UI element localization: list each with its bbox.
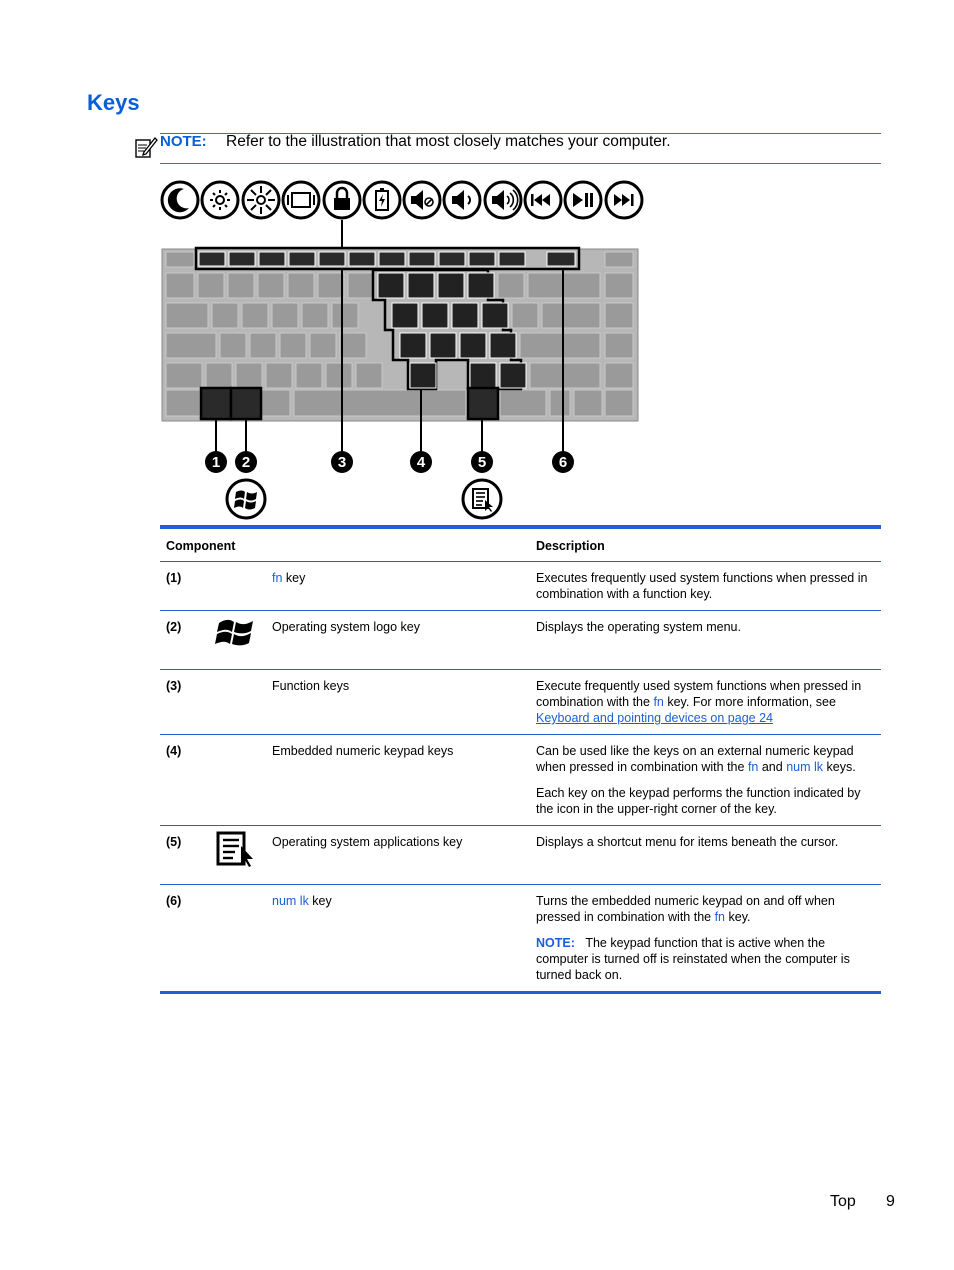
table-row (160, 735, 881, 826)
brightness-up-icon (243, 182, 279, 218)
callout-3 (331, 451, 353, 473)
fn-keyword: fn (272, 571, 283, 585)
applications-key-icon (215, 830, 255, 872)
row-number: (3) (160, 670, 266, 735)
svg-text:4: 4 (416, 454, 426, 471)
description-text: keys. (823, 760, 856, 774)
volume-up-icon (485, 182, 521, 218)
table-row (160, 562, 881, 611)
mute-icon (404, 182, 440, 218)
footer-section-label: Top (830, 1193, 856, 1210)
row-component: Operating system logo key (266, 611, 530, 670)
row-number (160, 826, 266, 885)
row-note-label: NOTE: (536, 936, 575, 950)
callout-2 (235, 451, 257, 473)
row-number: (4) (160, 735, 266, 826)
num-lk-keyword: num lk (272, 894, 309, 908)
row-description (530, 670, 881, 735)
description-text: and (758, 760, 787, 774)
fn-keyword: fn (653, 695, 664, 709)
svg-text:2: 2 (241, 454, 251, 471)
lock-icon (324, 182, 360, 218)
display-switch-icon (283, 182, 319, 218)
row-description (530, 611, 881, 670)
table-row (160, 670, 881, 735)
svg-text:5: 5 (477, 454, 487, 471)
description-text: Displays a shortcut menu for items beneath the cursor. (536, 835, 839, 849)
function-key-icons (162, 182, 642, 218)
row-description (530, 735, 881, 826)
row-component: Function keys (266, 670, 530, 735)
row-number: (1) (160, 562, 266, 611)
description-paragraph (536, 743, 875, 775)
row-component (266, 562, 530, 611)
keyboard-section-link[interactable]: Keyboard and pointing devices on page 24 (536, 711, 773, 725)
svg-text:3: 3 (337, 454, 347, 471)
description-text: Execute frequently used system functions when pressed in combination with the (536, 679, 862, 709)
applications-key-icon (463, 480, 501, 518)
callout-badges (205, 451, 574, 473)
component-table (160, 525, 881, 994)
page-number: 9 (886, 1193, 895, 1210)
fn-key-highlight (201, 388, 231, 419)
fn-keyword: fn (747, 760, 759, 774)
row-component: Operating system applications key (266, 826, 530, 885)
table-row (160, 611, 881, 670)
keyboard (162, 248, 638, 421)
header-description: Description (530, 527, 881, 562)
callout-1 (205, 451, 227, 473)
row-number: (6) (166, 894, 182, 908)
note-pencil-icon (134, 135, 158, 159)
row-component: Embedded numeric keypad keys (266, 735, 530, 826)
row-description (530, 885, 881, 993)
callout-4 (410, 451, 432, 473)
callout-6 (552, 451, 574, 473)
description-text: key. (725, 910, 751, 924)
description-text: Displays the operating system menu. (536, 620, 741, 634)
function-keys (199, 252, 575, 266)
row-description (530, 562, 881, 611)
callout-5 (471, 451, 493, 473)
row-number-text: (2) (166, 620, 182, 634)
windows-key-highlight (231, 388, 261, 419)
windows-logo-icon (227, 480, 265, 518)
play-pause-icon (565, 182, 601, 218)
sleep-icon (162, 182, 198, 218)
description-text: key. For more information, see (663, 695, 836, 709)
table-row (160, 826, 881, 885)
row-note (536, 935, 875, 983)
component-suffix: key (308, 894, 332, 908)
svg-text:1: 1 (211, 454, 221, 471)
previous-track-icon (525, 182, 561, 218)
row-description (530, 826, 881, 885)
battery-icon (364, 182, 400, 218)
component-suffix: key (282, 571, 306, 585)
description-text: Executes frequently used system functions when pressed in combination with a function key. (536, 571, 868, 601)
num-lk-keyword: num lk (786, 760, 824, 774)
windows-logo-icon (215, 615, 255, 655)
note-label: NOTE: (160, 133, 207, 150)
description-paragraph: Each key on the keypad performs the function indicated by the icon in the upper-right corner of the key. (536, 786, 861, 816)
header-component: Component (160, 527, 530, 562)
description-text: Can be used like the keys on an external numeric keypad when pressed in combination with the (536, 744, 854, 774)
row-note-text: The keypad function that is active when the computer is turned off is reinstated when the computer is turned back on. (536, 936, 850, 982)
fn-keyword: fn (714, 910, 726, 924)
next-track-icon (606, 182, 642, 218)
keyboard-illustration (160, 176, 644, 522)
row-number-text: (5) (166, 835, 182, 849)
row-component (266, 885, 530, 993)
row-number (160, 611, 266, 670)
table-header-row (160, 527, 881, 562)
applications-key-highlight (468, 388, 498, 419)
volume-down-icon (444, 182, 480, 218)
note-text: Refer to the illustration that most closely matches your computer. (226, 133, 671, 150)
description-paragraph (536, 893, 875, 925)
svg-text:6: 6 (558, 454, 568, 471)
brightness-down-icon (202, 182, 238, 218)
page-title: Keys (87, 90, 140, 115)
description-text: Turns the embedded numeric keypad on and off when pressed in combination with the (536, 894, 835, 924)
table-row (160, 885, 881, 993)
